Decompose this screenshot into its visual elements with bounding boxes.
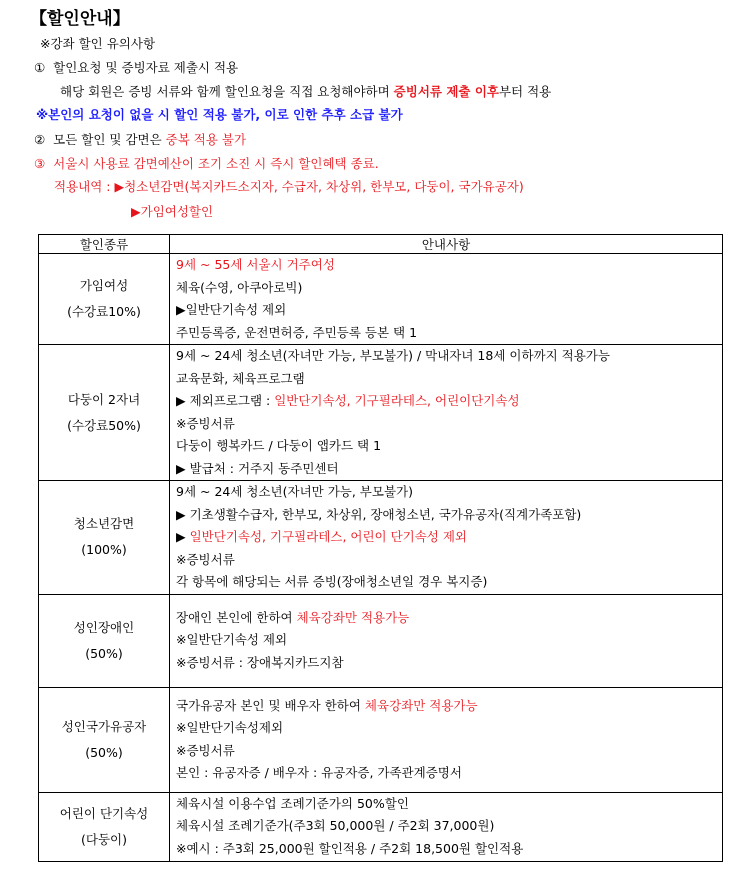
header-discount-type: 할인종류 [39, 235, 170, 254]
kind-rate: (50%) [85, 645, 123, 661]
info-line: 9세 ~ 24세 청소년(자녀만 가능, 부모불가) [176, 484, 413, 499]
info-line [176, 607, 716, 630]
info-text: ▶ 제외프로그램 : [176, 393, 275, 408]
note-1-detail-pre: 해당 회원은 증빙 서류와 함께 할인요청을 직접 요청해야하며 [60, 84, 394, 99]
info-line: ※증빙서류 [176, 415, 235, 431]
kind-rate: (수강료50%) [67, 417, 141, 433]
kind-rate: (수강료10%) [67, 304, 141, 319]
discount-info [170, 792, 723, 861]
info-line: 체육시설 이용수업 조례기준가의 50%할인 [176, 795, 409, 811]
note-3-text: 서울시 사용료 감면예산이 조기 소진 시 즉시 할인혜택 종료. [53, 156, 379, 171]
table-row [39, 687, 723, 792]
info-text: ▶ [176, 529, 190, 544]
note-item-1-detail [60, 82, 551, 102]
info-text-red: 일반단기속성, 기구필라테스, 어린이 단기속성 제외 [189, 529, 468, 544]
info-line: 9세 ~ 55세 서울시 거주여성 [176, 257, 335, 272]
discount-kind [39, 254, 170, 345]
info-line [176, 526, 716, 549]
discount-info [170, 254, 723, 345]
info-text-red: 일반단기속성, 기구필라테스, 어린이단기속성 [274, 393, 520, 408]
info-line: ▶ 기초생활수급자, 한부모, 차상위, 장애청소년, 국가유공자(직계가족포함) [176, 506, 582, 522]
info-line: ※일반단기속성 제외 [176, 632, 288, 648]
kind-rate: (100%) [81, 542, 127, 558]
table-row [39, 594, 723, 687]
info-line [176, 390, 716, 413]
note-1-detail-highlight: 증빙서류 제출 이후 [393, 84, 499, 99]
info-text-red: 체육강좌만 적용가능 [296, 609, 410, 625]
discount-kind [39, 345, 170, 481]
discount-table [38, 234, 723, 862]
kind-rate: (50%) [85, 744, 123, 760]
kind-name: 다둥이 2자녀 [67, 391, 141, 407]
info-line: 다둥이 행복카드 / 다둥이 앱카드 택 1 [176, 438, 382, 453]
blue-warning: ※본인의 요청이 없을 시 할인 적용 불가, 이로 인한 추후 소급 불가 [36, 107, 403, 122]
apply-list-1 [54, 177, 524, 197]
info-text-red: 체육강좌만 적용가능 [364, 697, 478, 713]
discount-kind [39, 687, 170, 792]
note-3-number: ③ [34, 156, 46, 171]
discount-info [170, 481, 723, 595]
info-text: 국가유공자 본인 및 배우자 한하여 [176, 697, 365, 713]
kind-rate: (다둥이) [81, 831, 127, 847]
info-line: ※증빙서류 [176, 551, 235, 567]
info-line: ※증빙서류 : 장애복지카드지참 [176, 654, 344, 670]
header-guide: 안내사항 [170, 235, 723, 254]
kind-name: 가임여성 [79, 278, 129, 293]
note-1-number: ① [34, 60, 46, 75]
note-2-number: ② [34, 132, 46, 147]
discount-kind [39, 792, 170, 861]
discount-kind [39, 594, 170, 687]
discount-info [170, 594, 723, 687]
table-row [39, 481, 723, 595]
info-line: ※증빙서류 [176, 742, 235, 758]
kind-name: 성인국가유공자 [61, 718, 147, 734]
note-item-3 [34, 154, 379, 174]
apply-item-women: ▶가임여성할인 [131, 204, 214, 219]
info-line: 교육문화, 체육프로그램 [176, 370, 305, 386]
table-header-row [39, 235, 723, 254]
note-1-detail-post: 부터 적용 [498, 84, 552, 99]
table-row [39, 345, 723, 481]
note-item-2 [34, 130, 246, 150]
note-1-text: 할인요청 및 증빙자료 제출시 적용 [53, 60, 239, 75]
info-line [176, 695, 716, 718]
discount-info [170, 687, 723, 792]
info-line: 체육(수영, 아쿠아로빅) [176, 279, 303, 295]
table-row [39, 254, 723, 345]
kind-name: 어린이 단기속성 [59, 805, 149, 821]
table-row [39, 792, 723, 861]
info-line: 각 항목에 해당되는 서류 증빙(장애청소년일 경우 복지증) [176, 574, 488, 589]
info-text: 장애인 본인에 한하여 [176, 609, 297, 625]
kind-name: 성인장애인 [73, 619, 135, 635]
info-line: 주민등록증, 운전면허증, 주민등록 등본 택 1 [176, 324, 418, 340]
info-line: 9세 ~ 24세 청소년(자녀만 가능, 부모불가) / 막내자녀 18세 이하까지 적용가능 [176, 348, 610, 363]
discount-kind [39, 481, 170, 595]
info-line: 체육시설 조례기준가(주3회 50,000원 / 주2회 37,000원) [176, 818, 495, 833]
discount-info [170, 345, 723, 481]
note-2-pre: 모든 할인 및 감면은 [53, 132, 166, 147]
page-title: 【할인안내】 [30, 9, 130, 29]
notes-header: ※강좌 할인 유의사항 [40, 36, 156, 51]
kind-name: 청소년감면 [73, 516, 135, 532]
apply-item-youth: ▶청소년감면(복지카드소지자, 수급자, 차상위, 한부모, 다둥이, 국가유공자) [114, 179, 524, 194]
info-line: ※예시 : 주3회 25,000원 할인적용 / 주2회 18,500원 할인적용 [176, 840, 524, 856]
info-line: ※일반단기속성제외 [176, 720, 284, 735]
apply-label: 적용내역 : [54, 179, 115, 194]
info-line: 본인 : 유공자증 / 배우자 : 유공자증, 가족관계증명서 [176, 765, 462, 780]
info-line: ▶일반단기속성 제외 [176, 302, 287, 317]
note-2-highlight: 중복 적용 불가 [165, 132, 247, 147]
info-line: ▶ 발급처 : 거주지 동주민센터 [176, 460, 339, 476]
note-item-1 [34, 58, 238, 78]
